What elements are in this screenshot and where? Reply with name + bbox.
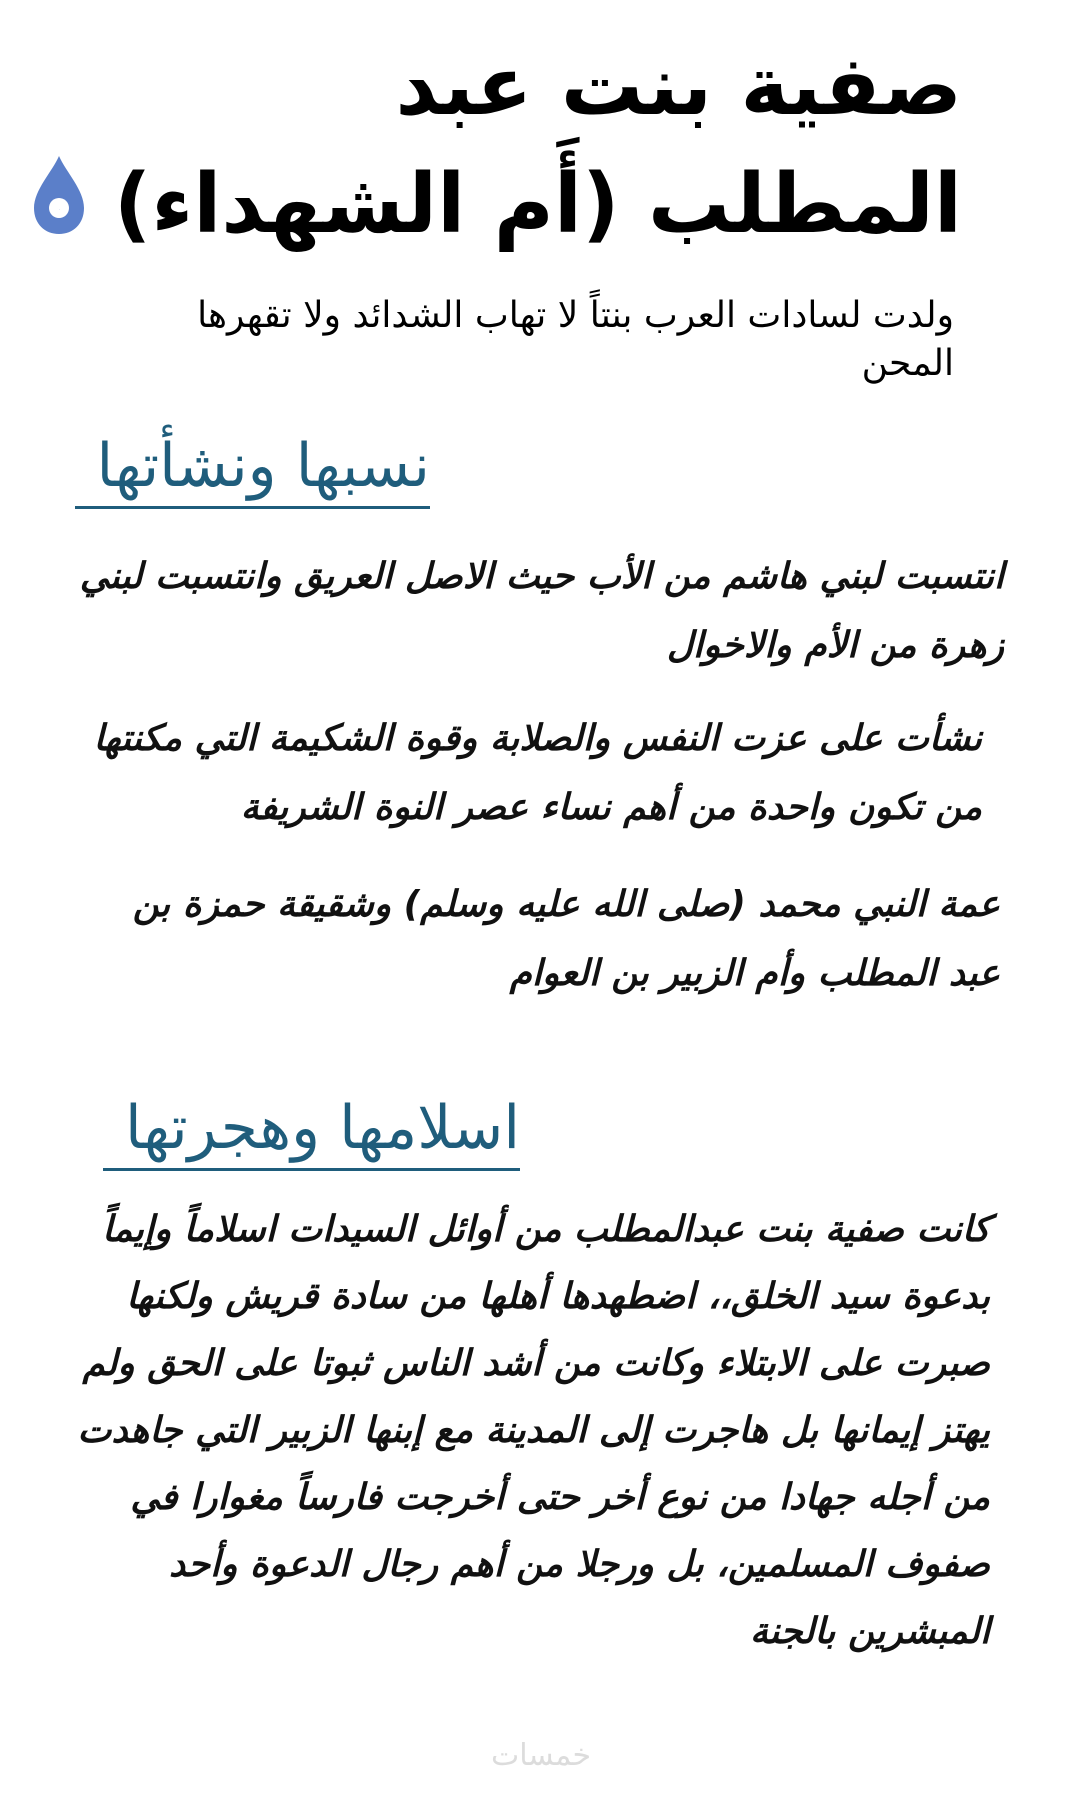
subtitle: ولدت لسادات العرب بنتاً لا تهاب الشدائد ولا تقهرها المحن (197, 295, 954, 384)
page-title: صفية بنت عبد المطلب (أَم الشهداء) (113, 39, 962, 252)
section-heading-islam: اسلامها وهجرتها (103, 1090, 520, 1171)
paragraph: نشأت على عزت النفس والصلابة وقوة الشكيمة التي مكنتها من تكون واحدة من أهم نساء عصر النوة الشريفة (93, 718, 982, 828)
title-number-text: 5 (59, 210, 60, 211)
paragraph: انتسبت لبني هاشم من الأب حيث الاصل العريق وانتسبت لبني زهرة من الأم والاخوال (79, 556, 1004, 666)
watermark: خمسات (490, 1738, 592, 1773)
section-heading-lineage: نسبها ونشأتها (75, 428, 430, 509)
paragraph: عمة النبي محمد (صلى الله عليه وسلم) وشقيقة حمزة بن عبد المطلب وأم الزبير بن العوام (132, 884, 1000, 994)
title-number (26, 150, 92, 240)
paragraph: كانت صفية بنت عبدالمطلب من أوائل السيدات اسلاماً وإيماً بدعوة سيد الخلق،، اضطهدها أهلها من سادة قريش ولكنها صبرت على الابتلاء وكانت من أشد الناس ثبوتا على الحق ولم يهتز إيمانها بل هاجرت إلى المدينة مع إبنها الزبير التي جاهدت من أجله جهادا من نوع أخر حتى أخرجت فارساً مغوارا في صفوف المسلمين، بل ورجلا من أهم رجال الدعوة وأحد المبشرين بالجنة (77, 1209, 990, 1652)
